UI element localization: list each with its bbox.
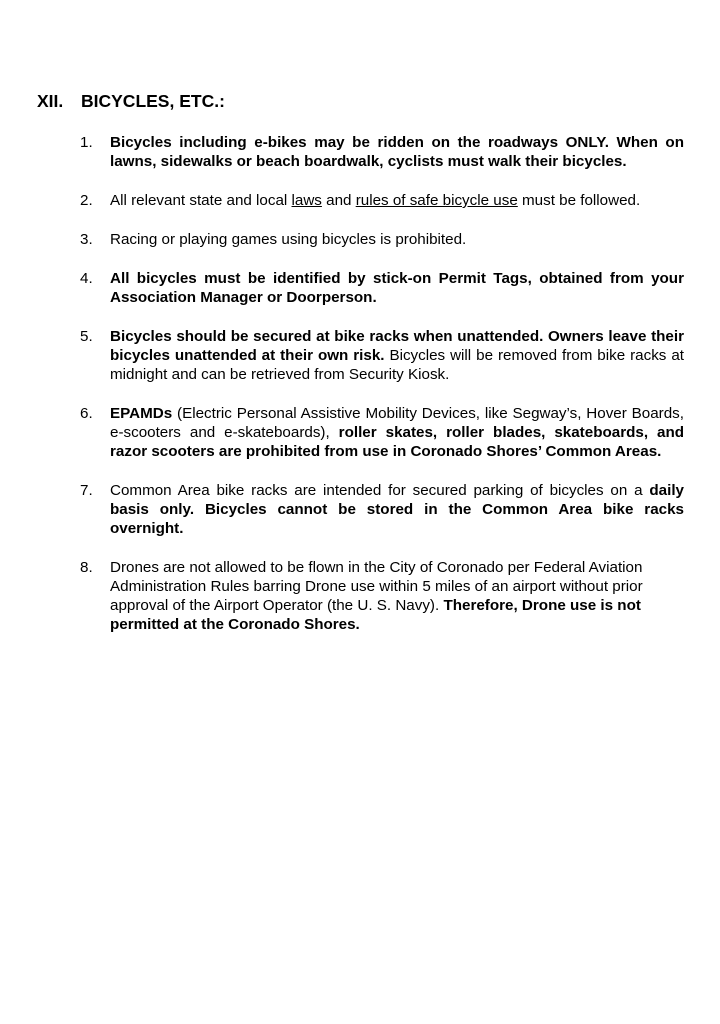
- rule-number: 4.: [80, 270, 93, 287]
- rule-number: 8.: [80, 559, 93, 576]
- rule-bold-text: Bicycles should be secured at bike racks when unattended. Owners leave their bicycles unattended at their own risk.: [110, 328, 684, 364]
- rule-number: 1.: [80, 134, 93, 151]
- rule-bold-text: Bicycles including e-bikes may be ridden on the roadways ONLY. When on lawns, sidewalks or beach boardwalk, cyclists must walk their bicycles.: [110, 134, 684, 170]
- safe-bicycle-use-link[interactable]: rules of safe bicycle use: [355, 192, 518, 209]
- rule-text: Common Area bike racks are intended for secured parking of bicycles on a: [110, 482, 650, 499]
- section-number: XII.: [37, 91, 64, 111]
- rule-item-4: [80, 269, 684, 307]
- rule-text: (Electric Personal Assistive Mobility Devices, like Segway’s, Hover Boards, e-scooters and e-skateboards),: [110, 405, 684, 441]
- laws-link[interactable]: laws: [291, 192, 322, 209]
- rule-bold-text: daily basis only. Bicycles cannot be stored in the Common Area bike racks overnight.: [110, 482, 684, 537]
- rule-item-6: [80, 404, 684, 461]
- rule-text: Racing or playing games using bicycles is prohibited.: [110, 231, 467, 248]
- rule-item-7: [80, 481, 684, 538]
- section-title: BICYCLES, ETC.:: [81, 91, 225, 111]
- rule-number: 3.: [80, 231, 93, 248]
- rule-item-1: [80, 133, 684, 171]
- rule-item-2: [80, 191, 684, 210]
- section-heading: [37, 90, 225, 112]
- rule-bold-text: All bicycles must be identified by stick-on Permit Tags, obtained from your Association Manager or Doorperson.: [110, 270, 684, 306]
- rule-bold-text: roller skates, roller blades, skateboards, and razor scooters are prohibited from use in Coronado Shores’ Common Areas.: [110, 424, 685, 460]
- rule-item-8: [80, 558, 684, 634]
- rule-bold-text: Therefore, Drone use is not permitted at the Coronado Shores.: [110, 597, 641, 633]
- rule-number: 5.: [80, 328, 93, 345]
- rule-text: must be followed.: [517, 192, 641, 209]
- rule-text: All relevant state and local: [110, 192, 292, 209]
- rule-number: 2.: [80, 192, 93, 209]
- rule-bold-text: EPAMDs: [110, 405, 173, 422]
- rule-text: and: [321, 192, 356, 209]
- rule-item-5: [80, 327, 684, 384]
- rule-number: 7.: [80, 482, 93, 499]
- rule-number: 6.: [80, 405, 93, 422]
- rule-text: Bicycles will be removed from bike racks at midnight and can be retrieved from Security Kiosk.: [110, 347, 684, 383]
- rule-item-3: [80, 230, 684, 249]
- rule-list: [80, 133, 684, 654]
- rule-text: Drones are not allowed to be flown in the City of Coronado per Federal Aviation Administration Rules barring Drone use within 5 miles of an airport without prior approval of the Airport Operator (the U. S. Navy).: [110, 559, 643, 614]
